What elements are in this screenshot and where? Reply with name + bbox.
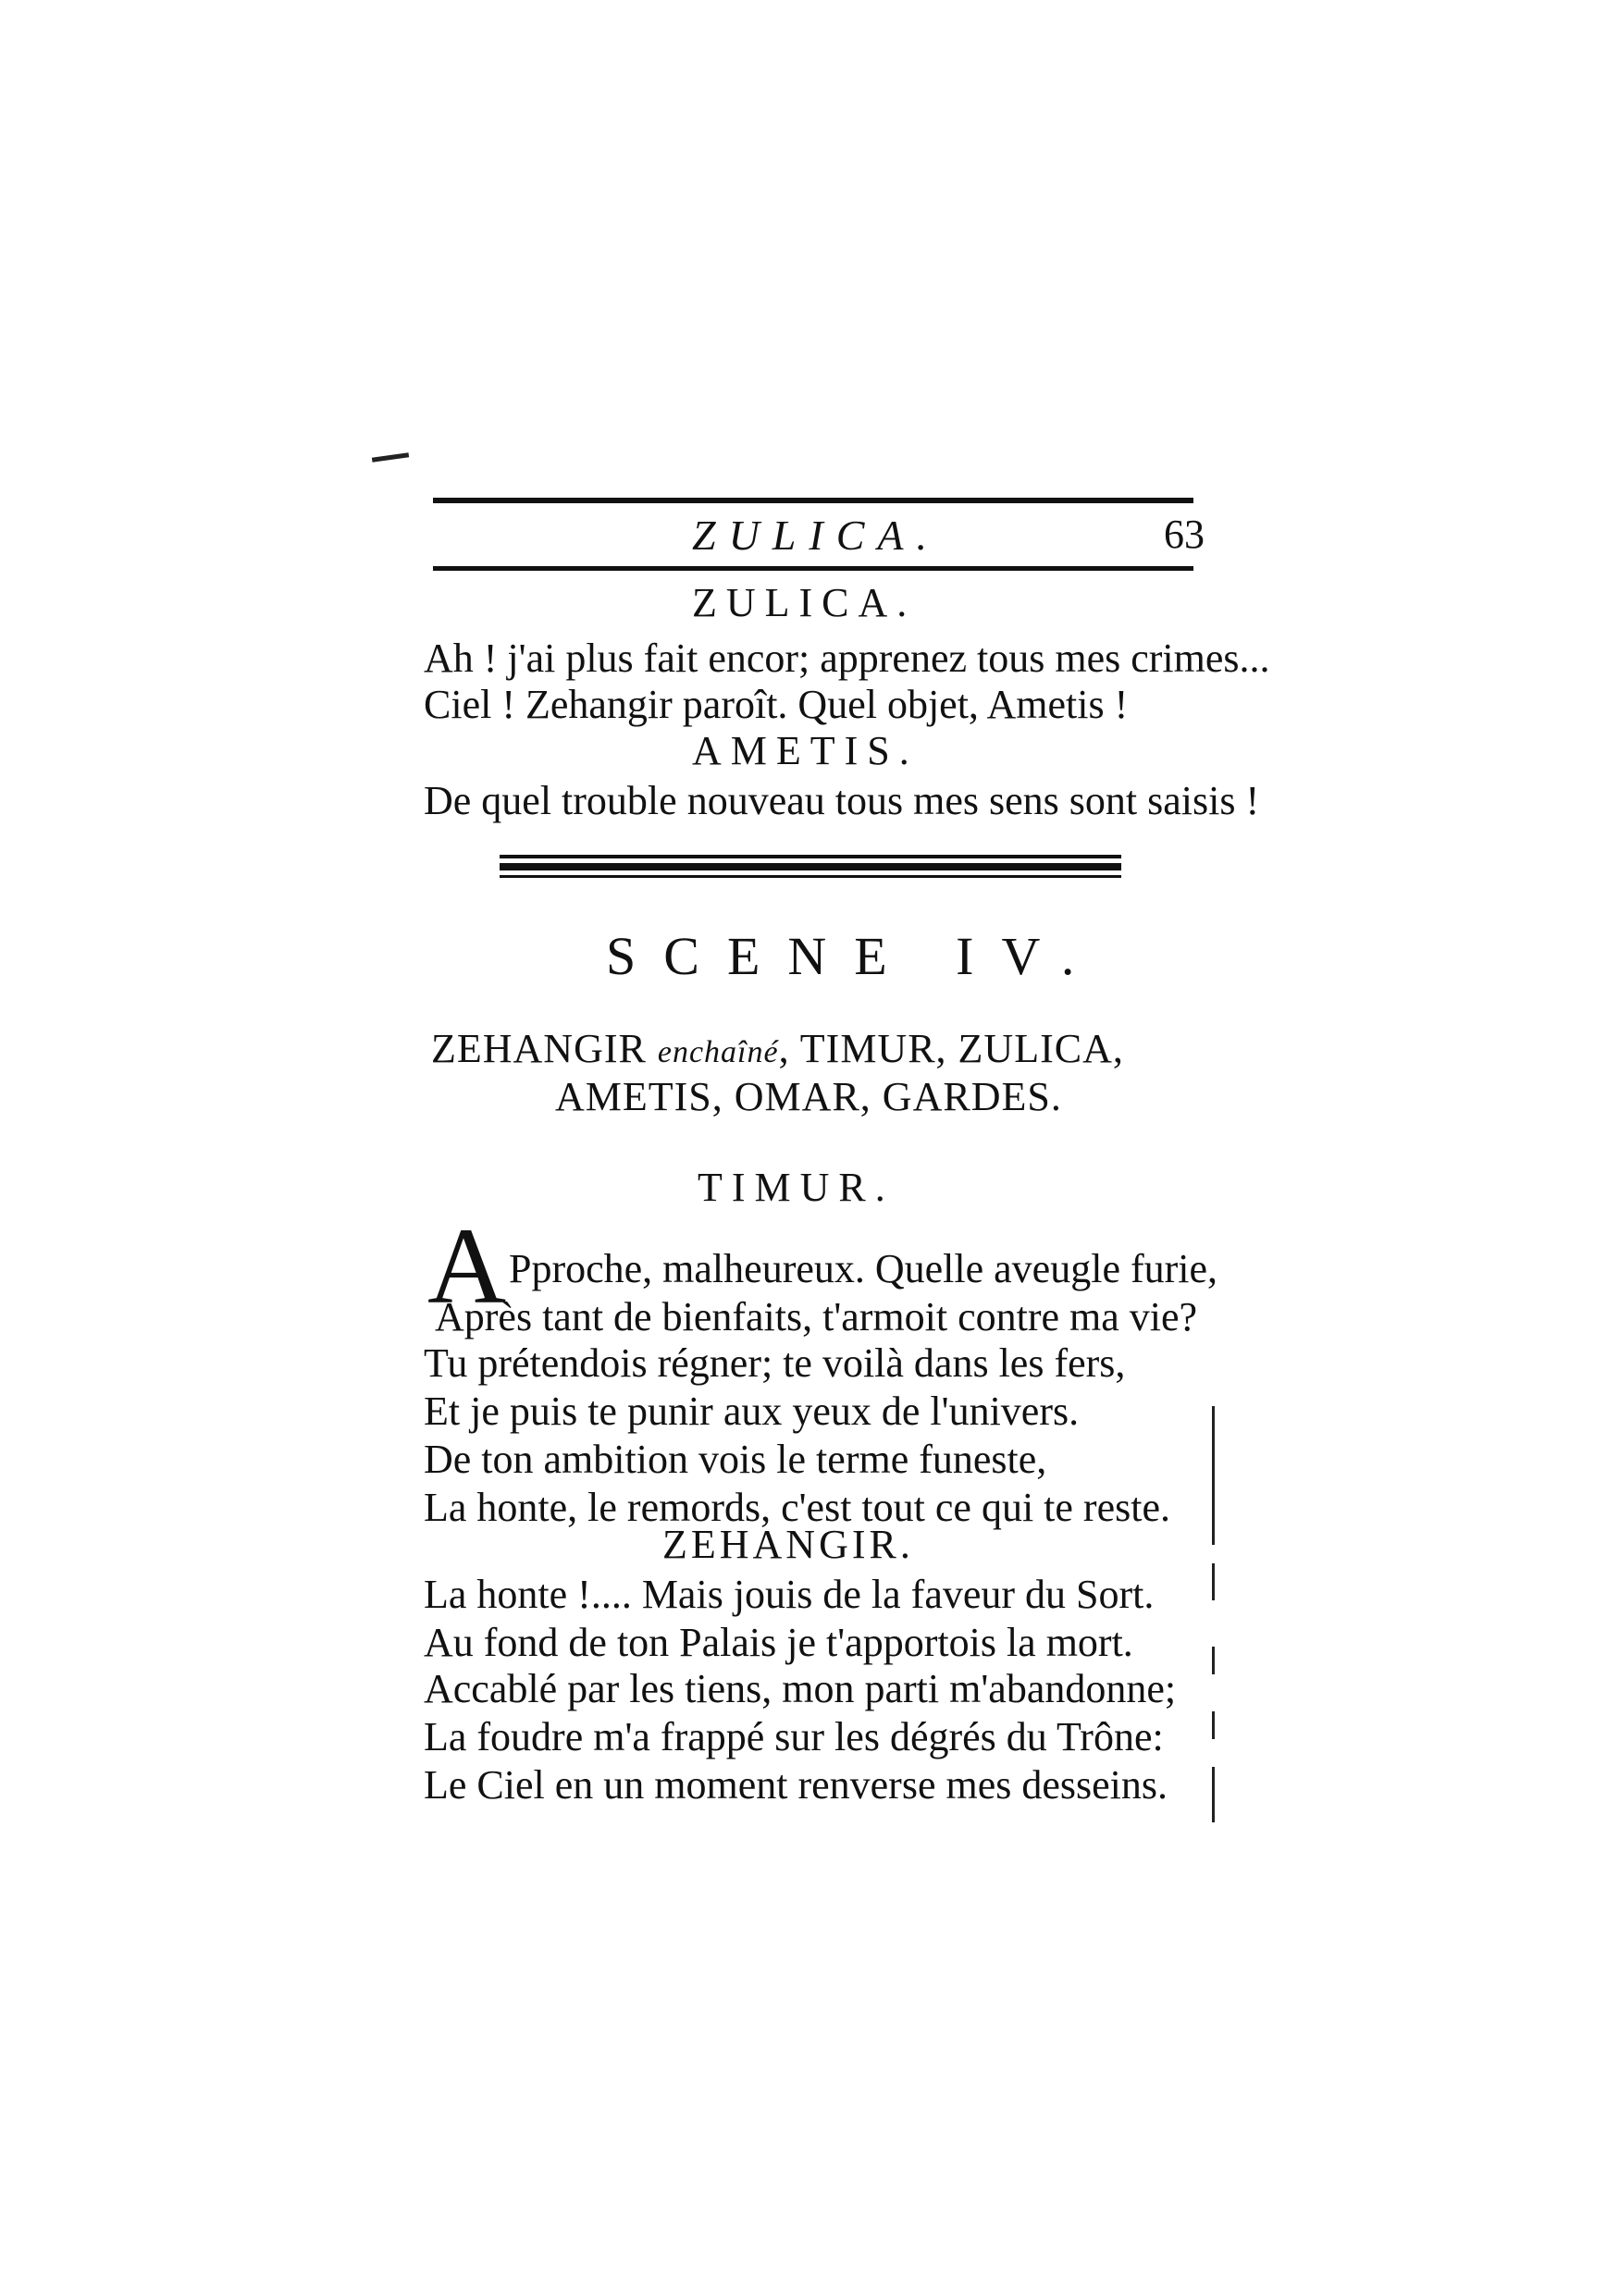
scene-separator-rule xyxy=(500,863,1121,870)
page-number: 63 xyxy=(1164,512,1205,557)
verse-line: Ciel ! Zehangir paroît. Quel objet, Ametis ! xyxy=(424,682,1129,727)
speaker-timur: TIMUR. xyxy=(698,1165,895,1210)
verse-line: La honte !.... Mais jouis de la faveur du Sort. xyxy=(424,1572,1155,1617)
verse-line: Pproche, malheureux. Quelle aveugle furie, xyxy=(509,1246,1218,1291)
speaker-ametis: AMETIS. xyxy=(692,728,919,773)
verse-line: La foudre m'a frappé sur les dégrés du Trône: xyxy=(424,1714,1164,1759)
margin-scan-mark xyxy=(1212,1767,1215,1822)
verse-line: Le Ciel en un moment renverse mes desseins. xyxy=(424,1762,1168,1808)
stray-mark xyxy=(372,452,409,463)
scene-title: SCENE IV. xyxy=(606,926,1103,986)
verse-line: De quel trouble nouveau tous mes sens sont saisis ! xyxy=(424,778,1260,823)
scene-separator-rule xyxy=(500,875,1121,878)
cast-list-line-2: AMETIS, OMAR, GARDES. xyxy=(555,1074,1062,1119)
verse-line: Ah ! j'ai plus fait encor; apprenez tous mes crimes... xyxy=(424,636,1270,681)
running-title: ZULICA. xyxy=(692,512,940,559)
scene-separator-rule xyxy=(500,855,1121,858)
margin-scan-mark xyxy=(1212,1711,1215,1739)
speaker-zulica: ZULICA. xyxy=(692,580,917,625)
drop-cap: A xyxy=(427,1205,507,1327)
verse-line: Au fond de ton Palais je t'apportois la mort. xyxy=(424,1620,1133,1665)
verse-line: De ton ambition vois le terme funeste, xyxy=(424,1437,1047,1482)
margin-scan-mark xyxy=(1212,1647,1215,1674)
stage-direction: enchaîné xyxy=(657,1035,779,1069)
margin-scan-mark xyxy=(1212,1406,1215,1545)
header-top-rule xyxy=(433,498,1193,503)
verse-line: Accablé par les tiens, mon parti m'abandonne; xyxy=(424,1666,1177,1711)
verse-line: La honte, le remords, c'est tout ce qui te reste. xyxy=(424,1485,1170,1530)
margin-scan-mark xyxy=(1212,1563,1215,1600)
cast-list-line-1 xyxy=(431,1025,1124,1072)
verse-line: Et je puis te punir aux yeux de l'univers. xyxy=(424,1389,1080,1434)
header-bottom-rule xyxy=(433,566,1193,571)
verse-line: Après tant de bienfaits, t'armoit contre ma vie? xyxy=(435,1294,1198,1339)
speaker-zehangir: ZEHANGIR. xyxy=(662,1522,914,1567)
cast-names: , TIMUR, ZULICA, xyxy=(778,1026,1124,1071)
cast-name: ZEHANGIR xyxy=(431,1026,647,1071)
verse-line: Tu prétendois régner; te voilà dans les fers, xyxy=(424,1340,1126,1386)
